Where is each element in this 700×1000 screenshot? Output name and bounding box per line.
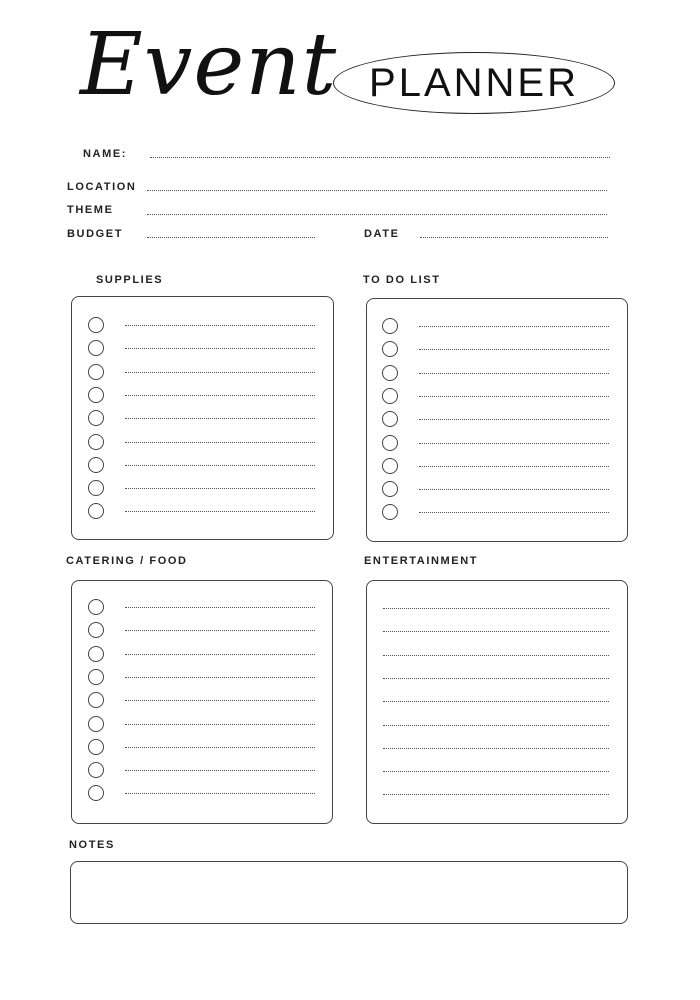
catering-line[interactable] (125, 630, 315, 631)
todo-line[interactable] (419, 443, 609, 444)
todo-line[interactable] (419, 489, 609, 490)
catering-checkbox[interactable] (88, 762, 104, 778)
entertainment-line[interactable] (383, 631, 609, 632)
catering-line[interactable] (125, 700, 315, 701)
entertainment-line[interactable] (383, 771, 609, 772)
theme-label: THEME (67, 204, 114, 216)
catering-line[interactable] (125, 654, 315, 655)
todo-line[interactable] (419, 419, 609, 420)
location-label: LOCATION (67, 181, 137, 193)
supplies-checkbox[interactable] (88, 387, 104, 403)
catering-line[interactable] (125, 607, 315, 608)
notes-heading: NOTES (69, 839, 115, 851)
todo-line[interactable] (419, 396, 609, 397)
supplies-line[interactable] (125, 395, 315, 396)
planner-title: PLANNER (369, 60, 579, 105)
todo-heading: TO DO LIST (363, 274, 441, 286)
entertainment-line[interactable] (383, 608, 609, 609)
todo-checkbox[interactable] (382, 435, 398, 451)
catering-line[interactable] (125, 747, 315, 748)
catering-checkbox[interactable] (88, 716, 104, 732)
supplies-line[interactable] (125, 511, 315, 512)
name-label: NAME: (83, 148, 128, 160)
notes-box[interactable] (70, 861, 628, 924)
catering-checkbox[interactable] (88, 646, 104, 662)
supplies-checkbox[interactable] (88, 480, 104, 496)
todo-checkbox[interactable] (382, 365, 398, 381)
planner-oval (333, 52, 615, 114)
supplies-heading: SUPPLIES (96, 274, 164, 286)
name-field[interactable] (150, 157, 610, 158)
supplies-line[interactable] (125, 325, 315, 326)
budget-label: BUDGET (67, 228, 124, 240)
todo-line[interactable] (419, 373, 609, 374)
date-field[interactable] (420, 237, 608, 238)
catering-checkbox[interactable] (88, 599, 104, 615)
todo-line[interactable] (419, 326, 609, 327)
supplies-line[interactable] (125, 418, 315, 419)
catering-line[interactable] (125, 793, 315, 794)
supplies-checkbox[interactable] (88, 317, 104, 333)
todo-checkbox[interactable] (382, 458, 398, 474)
budget-field[interactable] (147, 237, 315, 238)
supplies-line[interactable] (125, 372, 315, 373)
location-field[interactable] (147, 190, 607, 191)
supplies-line[interactable] (125, 348, 315, 349)
supplies-line[interactable] (125, 488, 315, 489)
entertainment-line[interactable] (383, 725, 609, 726)
todo-checkbox[interactable] (382, 481, 398, 497)
catering-line[interactable] (125, 724, 315, 725)
supplies-checkbox[interactable] (88, 434, 104, 450)
todo-checkbox[interactable] (382, 388, 398, 404)
catering-line[interactable] (125, 770, 315, 771)
supplies-checkbox[interactable] (88, 364, 104, 380)
supplies-line[interactable] (125, 465, 315, 466)
todo-checkbox[interactable] (382, 318, 398, 334)
catering-checkbox[interactable] (88, 669, 104, 685)
todo-line[interactable] (419, 466, 609, 467)
entertainment-line[interactable] (383, 794, 609, 795)
entertainment-line[interactable] (383, 748, 609, 749)
catering-checkbox[interactable] (88, 739, 104, 755)
theme-field[interactable] (147, 214, 607, 215)
entertainment-line[interactable] (383, 678, 609, 679)
entertainment-line[interactable] (383, 701, 609, 702)
todo-line[interactable] (419, 512, 609, 513)
date-label: DATE (364, 228, 400, 240)
entertainment-line[interactable] (383, 655, 609, 656)
supplies-line[interactable] (125, 442, 315, 443)
catering-box (71, 580, 333, 824)
todo-line[interactable] (419, 349, 609, 350)
event-script-title: Event (80, 15, 338, 115)
catering-line[interactable] (125, 677, 315, 678)
entertainment-heading: ENTERTAINMENT (364, 555, 479, 567)
catering-heading: CATERING / FOOD (66, 555, 188, 567)
supplies-checkbox[interactable] (88, 457, 104, 473)
